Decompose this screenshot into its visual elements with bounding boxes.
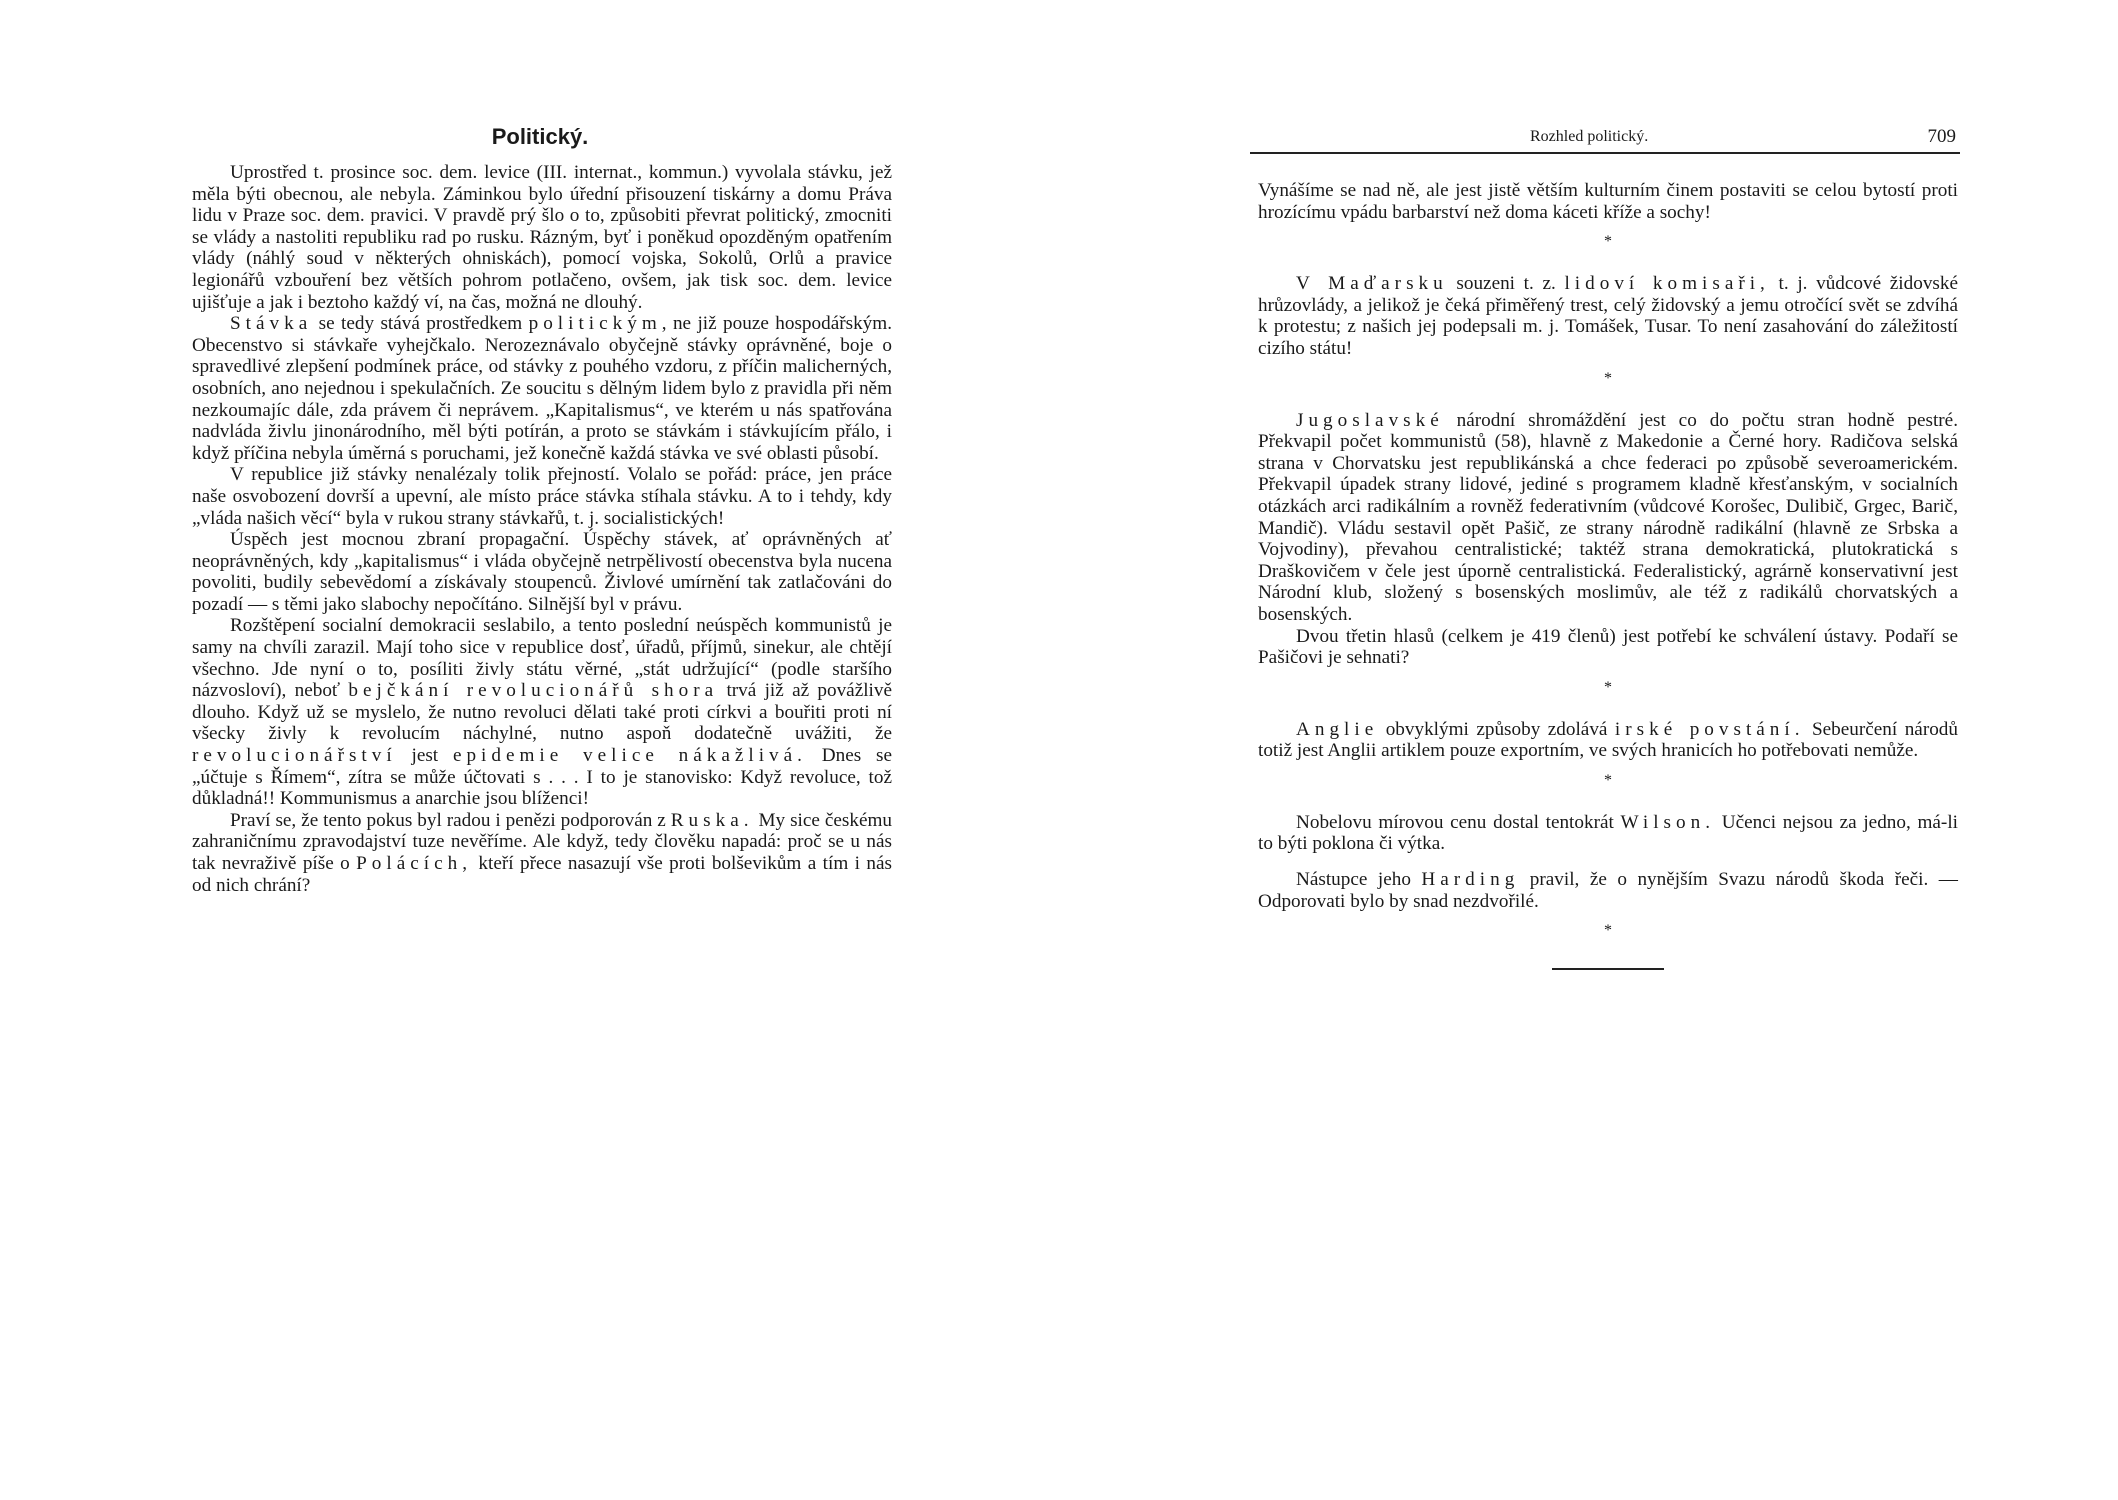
spaced-word: Stávka (230, 313, 313, 335)
paragraph-culture: Vynášíme se nad ně, ale jest jistě větším kulturním činem postaviti se celou bytostí proti hrozícímu vpádu barbarství než doma káceti kříže a sochy! (1258, 180, 1958, 223)
spaced-word: politickým (528, 313, 662, 335)
paragraph-political-strike (192, 313, 892, 464)
paragraph-success: Úspěch jest mocnou zbraní propagační. Úspěchy stávek, ať oprávněných ať neoprávněných, kdy „kapitalismus“ i vláda obyčejně netrpělivostí obecenstva byla nucena povoliti, budily sebevědomí a získávaly stoupenců. Živlové umírnění tak zatlačováni do pozadí — s těmi jako slabochy nepočítáno. Silnější byl v právu. (192, 529, 892, 615)
text-run: pravil, že o nynějším Svazu národů škoda řeči. — Odporovati bylo by snad nezdvořilé. (1258, 869, 1958, 912)
section-separator-star: * (1604, 771, 1612, 789)
text-run: Sebeurčení národů totiž jest Anglii artiklem pouze exportním, ve svých hranicích ho potřebovati nemůže. (1258, 718, 1958, 762)
text-run: jest (396, 745, 453, 767)
text-run: t. j. vůdcové židovské hrůzovlády, a jelikož je čeká přiměřený trest, celý židovský a jemu otročící svět se zdvíhá k protestu; z našich jej podepsali m. j. Tomášek, Tusar. To není zasahování do záležitostí cizího státu! (1258, 273, 1958, 359)
left-page-body (192, 162, 892, 896)
spaced-word: bejčkání revolucionářů shora (348, 680, 719, 702)
spaced-word: Ruska. (670, 809, 754, 831)
text-run: Rozštěpení socialní demokracii seslabilo, a tento poslední neúspěch kommunistů je samy na chvíli zarazil. Mají toho sice v republice dosť, úřadů, příjmů, sinekur, ale chtějí všechno. Jde nyní o to, posíliti živly státu věrné, „stát udržující“ (podle staršího názvosloví), neboť (192, 615, 892, 702)
text-run: souzeni t. z. (1447, 273, 1565, 295)
text-run: Dnes se „účtuje s Římem“, zítra se může účtovati s . . . I to je stanovisko: Když revoluce, tož důkladná!! Kommunismus a anarchie jsou blíženci! (192, 745, 893, 810)
paragraph-strike: Uprostřed t. prosince soc. dem. levice (III. internat., kommun.) vyvolala stávku, jež měla býti obecnou, ale nebyla. Záminkou bylo úřední přisouzení tiskárny a domu Práva lidu v Praze soc. dem. pravici. V pravdě prý šlo o to, způsobiti převrat politický, zmocniti se vlády a nastoliti republiku rad po rusku. Rázným, byť i poněkud opozděným opatřením vlády (náhlý soud v některých ohniskách), pomocí vojska, Sokolů, Orlů a pravice legionářů vzbouření bez větších pohrom potlačeno, ovšem, jak tisk soc. dem. levice ujišťuje a jak i beztoho každý ví, na čas, možná ne dlouhý. (192, 162, 892, 313)
text-run: Učenci nejsou za jedno, má-li to býti poklona či výtka. (1258, 811, 1958, 855)
section-separator-star: * (1604, 233, 1612, 251)
paragraph-russia (192, 810, 892, 896)
spaced-word: Harding (1421, 869, 1520, 891)
paragraph-harding (1258, 869, 1958, 912)
spaced-word: epidemie velice nákažlivá. (452, 745, 807, 767)
paragraph-nobel (1258, 812, 1958, 855)
text-run: kteří přece nasazují vše proti bolševikům a tím i nás od nich chrání? (192, 853, 892, 896)
page-number: 709 (1927, 126, 1956, 147)
section-separator-star: * (1604, 678, 1612, 696)
running-head-left: Politický. (491, 124, 589, 149)
spaced-word: revolucionářství (192, 745, 397, 767)
section-separator-star: * (1604, 369, 1612, 387)
text-run: Praví se, že tento pokus byl radou i penězi podporován z (230, 809, 671, 831)
paragraph-england (1258, 719, 1958, 762)
spaced-word: lidoví komisaři, (1564, 273, 1770, 295)
spaced-word: Polácích, (356, 853, 473, 874)
spaced-word: Wilson. (1620, 811, 1716, 833)
text-run: , ne již pouze hospodářským. Obecenstvo si stávkaře vyhejčkalo. Nerozeznávalo obyčejně stávky oprávněné, boje o spravedlivé zlepšení podmínek práce, od stávky z pouhého vzdoru, z příčin malicherných, osobních, ano nejednou i spekulačních. Ze soucitu s dělným lidem bylo z pravidla při něm nezkoumajíc dále, zda právem či neprávem. „Kapitalismus“, ve kterém u nás spatřována nadvláda živlu jinonárodního, měl býti potírán, a proto se stávkám i stávkujícím přálo, i když příčina nebyla úměrná s poruchami, jež konečně každá stávka ve své oblasti působí. (192, 313, 892, 464)
right-page-body (1258, 180, 1958, 970)
running-head-right (1250, 126, 1960, 154)
text-run: My sice českému zahraničnímu zpravodajství tuze nevěříme. Ale když, tedy člověku napadá: proč se u nás tak nevraživě píše o (192, 809, 892, 874)
spaced-word: Jugoslavské (1296, 409, 1444, 431)
paragraph-constitution: Dvou třetin hlasů (celkem je 419 členů) jest potřebí ke schválení ústavy. Podaří se Pašičovi je sehnati? (1258, 625, 1958, 669)
text-run: Nástupce jeho (1296, 869, 1422, 891)
text-run: národní shromáždění jest co do počtu stran hodně pestré. Překvapil počet kommunistů (58), hlavně z Makedonie a Černé hory. Radičova selská strana v Chorvatsku jest republikánská a chce federaci po způsobě severoamerickém. Překvapil úpadek strany lidové, jediné s programem kladně křesťanským, v socialních otázkách arci radikálním a rovněž federativním (vůdcové Korošec, Dulibič, Grgec, Barič, Mandič). Vládu sestavil opět Pašič, ze strany národně radikální (hlavně ze Srbska a Vojvodiny), převahou centralistické; taktéž strana demokratická, plutokratická s Draškovičem v čele jest úporně centralistická. Federalistický, agrárně konservativní jest Národní klub, složený s bosenských moslimův, ale též z radikálů chorvatských a bosenských. (1258, 409, 1958, 625)
text-run: obvyklými způsoby zdolává (1378, 718, 1615, 740)
paragraph-yugoslavia (1258, 410, 1958, 626)
paragraph-split (192, 615, 892, 809)
running-head-title: Rozhled politický. (1530, 128, 1649, 145)
spaced-word: irské povstání. (1614, 718, 1805, 740)
text-run: se tedy stává prostředkem (312, 313, 529, 335)
text-run: Nobelovu mírovou cenu dostal tentokrát (1296, 811, 1621, 833)
paragraph-republic: V republice již stávky nenalézaly tolik přejností. Volalo se pořád: práce, jen práce naše osvobození dovrší a upevní, ale místo práce stávka stíhala stávku. A to i tehdy, kdy „vláda našich věcí“ byla v rukou strany stávkařů, t. j. socialistických! (192, 464, 892, 529)
paragraph-hungary (1258, 273, 1958, 359)
spaced-word: Anglie (1296, 718, 1379, 740)
text-run: trvá již až povážlivě dlouho. Když už se myslelo, že nutno revoluci dělati také proti církvi a bouřiti proti ní všecky živly k revolucím náchylné, nutno aspoň dodatečně uvážiti, že (192, 680, 892, 745)
section-separator-star: * (1604, 922, 1612, 940)
closing-rule (1552, 968, 1664, 970)
spaced-word: V Maďarsku (1296, 273, 1448, 295)
